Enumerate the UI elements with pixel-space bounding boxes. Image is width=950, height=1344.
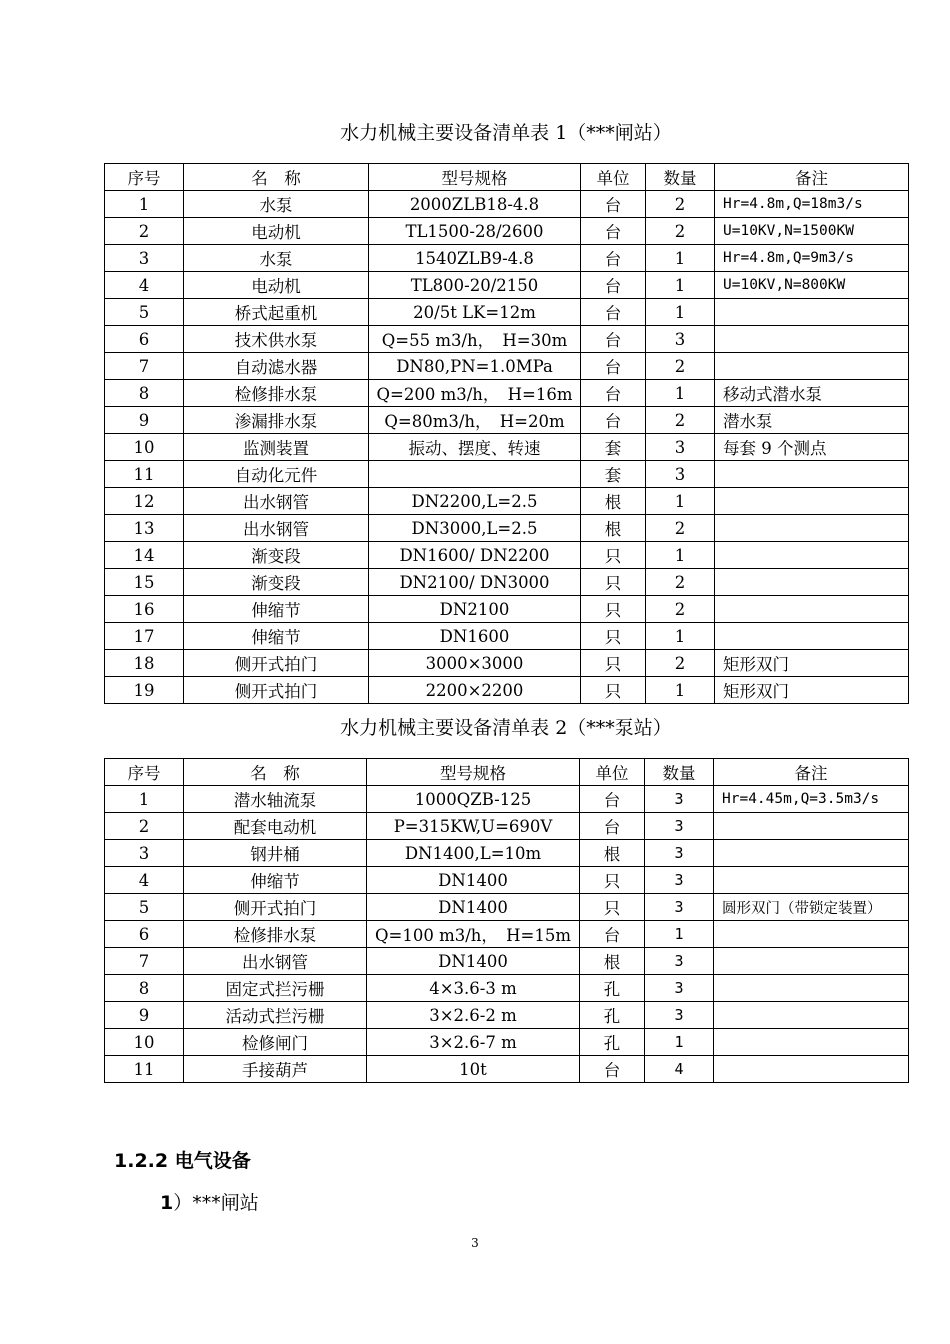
column-header: 序号 [105, 164, 184, 191]
table-cell: 伸缩节 [184, 596, 369, 623]
table-cell: 1 [645, 921, 714, 948]
table-cell: 桥式起重机 [184, 299, 369, 326]
table-row [105, 1029, 909, 1056]
table-cell: 台 [581, 245, 646, 272]
table-cell: 移动式潜水泵 [715, 380, 909, 407]
table-cell: 只 [581, 542, 646, 569]
table-cell: 出水钢管 [184, 515, 369, 542]
table-cell: 只 [580, 867, 645, 894]
table-row [105, 1002, 909, 1029]
table-cell: 5 [105, 894, 184, 921]
table-cell: 出水钢管 [184, 488, 369, 515]
table-cell: 台 [580, 813, 645, 840]
page-number: 3 [471, 1236, 479, 1250]
table-cell: 自动化元件 [184, 461, 369, 488]
table-cell: 10 [105, 434, 184, 461]
table-cell: 20/5t LK=12m [369, 299, 581, 326]
table-cell: 3 [645, 867, 714, 894]
table-cell: 侧开式拍门 [184, 677, 369, 704]
table-cell: DN1400,L=10m [367, 840, 580, 867]
table-cell: 渗漏排水泵 [184, 407, 369, 434]
column-header: 序号 [105, 759, 184, 786]
table-cell: 2000ZLB18-4.8 [369, 191, 581, 218]
table-cell: 6 [105, 921, 184, 948]
table-cell: Hr=4.8m,Q=18m3/s [715, 191, 909, 218]
table-cell [715, 461, 909, 488]
table-cell: 2 [646, 353, 715, 380]
table-cell: 台 [581, 299, 646, 326]
table-cell: Q=55 m3/h， H=30m [369, 326, 581, 353]
table2-caption: 水力机械主要设备清单表 2（***泵站） [340, 717, 672, 739]
table-cell [715, 569, 909, 596]
table-cell: 12 [105, 488, 184, 515]
table-cell: 电动机 [184, 272, 369, 299]
column-header: 备注 [714, 759, 909, 786]
table-cell: 2 [646, 515, 715, 542]
table-cell: 自动滤水器 [184, 353, 369, 380]
table-cell [715, 515, 909, 542]
table-cell: 11 [105, 461, 184, 488]
table-cell: 7 [105, 948, 184, 975]
table-cell: 只 [581, 596, 646, 623]
table-cell: DN3000,L=2.5 [369, 515, 581, 542]
column-header: 单位 [580, 759, 645, 786]
table-cell [714, 1029, 909, 1056]
table-cell: 潜水泵 [715, 407, 909, 434]
table-row [105, 677, 909, 704]
table-cell: 3 [105, 245, 184, 272]
table-row [105, 650, 909, 677]
section-heading [114, 1146, 251, 1173]
table-cell [715, 623, 909, 650]
table-cell: 1 [646, 380, 715, 407]
table-cell: 18 [105, 650, 184, 677]
table-row [105, 596, 909, 623]
table-cell: TL800-20/2150 [369, 272, 581, 299]
column-header: 名 称 [184, 164, 369, 191]
table-cell: DN2100 [369, 596, 581, 623]
table-row [105, 245, 909, 272]
table-row [105, 921, 909, 948]
table-cell: 3 [645, 948, 714, 975]
table-cell [715, 299, 909, 326]
table-cell: 1000QZB-125 [367, 786, 580, 813]
table-cell: 每套 9 个测点 [715, 434, 909, 461]
table-cell: 只 [580, 894, 645, 921]
table-cell: 电动机 [184, 218, 369, 245]
table-cell: 根 [580, 840, 645, 867]
table-row [105, 623, 909, 650]
table-cell: P=315KW,U=690V [367, 813, 580, 840]
table-cell: DN1400 [367, 867, 580, 894]
equipment-table-2 [104, 758, 909, 1083]
table-cell: 17 [105, 623, 184, 650]
table-cell: 1 [646, 245, 715, 272]
table-cell: 监测装置 [184, 434, 369, 461]
table-cell: 套 [581, 434, 646, 461]
table-cell: 矩形双门 [715, 650, 909, 677]
table-row [105, 813, 909, 840]
table-cell: 1 [646, 488, 715, 515]
table-cell: DN1600/ DN2200 [369, 542, 581, 569]
table-cell: 伸缩节 [184, 867, 367, 894]
table-cell: 10t [367, 1056, 580, 1083]
table-cell: 3 [645, 813, 714, 840]
table-cell: U=10KV,N=800KW [715, 272, 909, 299]
table-cell: 孔 [580, 975, 645, 1002]
table-row [105, 515, 909, 542]
table-row [105, 867, 909, 894]
section-number: 1.2.2 [114, 1150, 169, 1172]
table-cell: 5 [105, 299, 184, 326]
table-header-row [105, 164, 909, 191]
table-cell: 活动式拦污栅 [184, 1002, 367, 1029]
table-cell: 检修闸门 [184, 1029, 367, 1056]
table-cell: 渐变段 [184, 569, 369, 596]
table-row [105, 948, 909, 975]
table-cell: 19 [105, 677, 184, 704]
equipment-table-1 [104, 163, 909, 704]
table-row [105, 434, 909, 461]
table-cell: 钢井桶 [184, 840, 367, 867]
table-cell: 4 [105, 272, 184, 299]
table-cell: DN1400 [367, 894, 580, 921]
table-cell: 13 [105, 515, 184, 542]
column-header: 数量 [646, 164, 715, 191]
table-cell: 侧开式拍门 [184, 894, 367, 921]
table-cell: 根 [581, 488, 646, 515]
table1-caption: 水力机械主要设备清单表 1（***闸站） [340, 122, 672, 144]
table-row [105, 975, 909, 1002]
table-cell: 圆形双门（带锁定装置） [714, 894, 909, 921]
table-cell: 3 [645, 840, 714, 867]
table-cell: 根 [581, 515, 646, 542]
table-cell: DN2200,L=2.5 [369, 488, 581, 515]
table-cell: Q=200 m3/h， H=16m [369, 380, 581, 407]
table-cell: U=10KV,N=1500KW [715, 218, 909, 245]
table-row [105, 272, 909, 299]
table-cell: 7 [105, 353, 184, 380]
table-cell: 只 [581, 650, 646, 677]
table-cell: 技术供水泵 [184, 326, 369, 353]
table-cell: 2 [646, 569, 715, 596]
table-cell: 只 [581, 569, 646, 596]
table-cell: 渐变段 [184, 542, 369, 569]
table-cell [714, 921, 909, 948]
table-cell: 潜水轴流泵 [184, 786, 367, 813]
table-cell: 1 [646, 623, 715, 650]
table-cell: 3×2.6-7 m [367, 1029, 580, 1056]
table-cell: DN1400 [367, 948, 580, 975]
table-row [105, 894, 909, 921]
table-row [105, 191, 909, 218]
table-cell: 台 [581, 326, 646, 353]
table-cell: 11 [105, 1056, 184, 1083]
table-cell: 台 [581, 380, 646, 407]
table-row [105, 840, 909, 867]
table-cell: 水泵 [184, 245, 369, 272]
column-header: 型号规格 [369, 164, 581, 191]
table-row [105, 380, 909, 407]
table-cell: 2200×2200 [369, 677, 581, 704]
table-cell: 台 [580, 786, 645, 813]
table-cell [369, 461, 581, 488]
table-cell: 出水钢管 [184, 948, 367, 975]
column-header: 备注 [715, 164, 909, 191]
table-header-row [105, 759, 909, 786]
table-cell: 4 [105, 867, 184, 894]
table-cell [715, 596, 909, 623]
table-cell: 3 [646, 434, 715, 461]
subsection-number: 1 [160, 1192, 174, 1214]
table-cell: 手接葫芦 [184, 1056, 367, 1083]
table-cell: 台 [581, 272, 646, 299]
table-cell: 3 [645, 1002, 714, 1029]
table-cell [714, 1002, 909, 1029]
table-cell: TL1500-28/2600 [369, 218, 581, 245]
table-cell: 3 [645, 975, 714, 1002]
table-row [105, 786, 909, 813]
table-cell: 3000×3000 [369, 650, 581, 677]
table-cell: Q=100 m3/h， H=15m [367, 921, 580, 948]
table-cell: 4×3.6-3 m [367, 975, 580, 1002]
table-cell [715, 542, 909, 569]
table-cell: 9 [105, 1002, 184, 1029]
table-cell [715, 326, 909, 353]
table-cell: 3 [646, 461, 715, 488]
table-row [105, 218, 909, 245]
table-row [105, 461, 909, 488]
column-header: 型号规格 [367, 759, 580, 786]
table-cell: 套 [581, 461, 646, 488]
table-cell: 3 [646, 326, 715, 353]
table-cell: Hr=4.45m,Q=3.5m3/s [714, 786, 909, 813]
table-cell [714, 1056, 909, 1083]
table-cell: 1540ZLB9-4.8 [369, 245, 581, 272]
table-cell: 台 [581, 407, 646, 434]
table-cell: DN1600 [369, 623, 581, 650]
table-cell: 15 [105, 569, 184, 596]
table-cell: 3 [645, 894, 714, 921]
table-row [105, 407, 909, 434]
table-cell: 矩形双门 [715, 677, 909, 704]
table-cell: 1 [646, 272, 715, 299]
table-cell: 2 [646, 218, 715, 245]
table-cell: 2 [646, 650, 715, 677]
column-header: 名 称 [184, 759, 367, 786]
table-cell: 台 [580, 921, 645, 948]
table-cell [714, 813, 909, 840]
subsection-heading [160, 1188, 259, 1215]
table-cell: 振动、摆度、转速 [369, 434, 581, 461]
table-cell [714, 867, 909, 894]
subsection-title: ）***闸站 [173, 1192, 259, 1214]
table-cell: 只 [581, 623, 646, 650]
table-cell: 固定式拦污栅 [184, 975, 367, 1002]
table-cell: 2 [105, 813, 184, 840]
table-cell: 6 [105, 326, 184, 353]
table-cell: 3 [105, 840, 184, 867]
table-row [105, 488, 909, 515]
table-cell: 8 [105, 380, 184, 407]
table-cell: 只 [581, 677, 646, 704]
table-cell: 孔 [580, 1002, 645, 1029]
table-cell: 孔 [580, 1029, 645, 1056]
table-row [105, 326, 909, 353]
table-cell: 1 [645, 1029, 714, 1056]
table-cell: 3 [645, 786, 714, 813]
column-header: 数量 [645, 759, 714, 786]
table-cell: 2 [105, 218, 184, 245]
table-cell: 检修排水泵 [184, 380, 369, 407]
table-row [105, 299, 909, 326]
table-cell: 水泵 [184, 191, 369, 218]
table-row [105, 542, 909, 569]
table-cell: DN80,PN=1.0MPa [369, 353, 581, 380]
table-cell [714, 840, 909, 867]
table-cell: 3×2.6-2 m [367, 1002, 580, 1029]
column-header: 单位 [581, 164, 646, 191]
table-cell: 10 [105, 1029, 184, 1056]
table-row [105, 569, 909, 596]
table-cell: 台 [581, 218, 646, 245]
table-row [105, 353, 909, 380]
table-cell: 1 [105, 191, 184, 218]
table-cell: 侧开式拍门 [184, 650, 369, 677]
table-cell: 14 [105, 542, 184, 569]
table-cell: DN2100/ DN3000 [369, 569, 581, 596]
table-cell: 1 [105, 786, 184, 813]
table-cell: 1 [646, 677, 715, 704]
table-cell: Hr=4.8m,Q=9m3/s [715, 245, 909, 272]
table-cell [715, 488, 909, 515]
table-cell: 4 [645, 1056, 714, 1083]
table-cell: 台 [581, 353, 646, 380]
table-cell [714, 948, 909, 975]
table-cell: 2 [646, 596, 715, 623]
table-cell: 1 [646, 299, 715, 326]
table-cell [714, 975, 909, 1002]
table-cell: 8 [105, 975, 184, 1002]
table-row [105, 1056, 909, 1083]
table-cell: 1 [646, 542, 715, 569]
table-cell: 根 [580, 948, 645, 975]
table-cell: 9 [105, 407, 184, 434]
table-cell: 台 [580, 1056, 645, 1083]
table-cell: 16 [105, 596, 184, 623]
table-cell: 检修排水泵 [184, 921, 367, 948]
table-cell: 2 [646, 191, 715, 218]
section-title: 电气设备 [174, 1150, 251, 1172]
table-cell: 伸缩节 [184, 623, 369, 650]
table-cell: 配套电动机 [184, 813, 367, 840]
table-cell: Q=80m3/h， H=20m [369, 407, 581, 434]
table-cell: 2 [646, 407, 715, 434]
table-cell [715, 353, 909, 380]
table-cell: 台 [581, 191, 646, 218]
